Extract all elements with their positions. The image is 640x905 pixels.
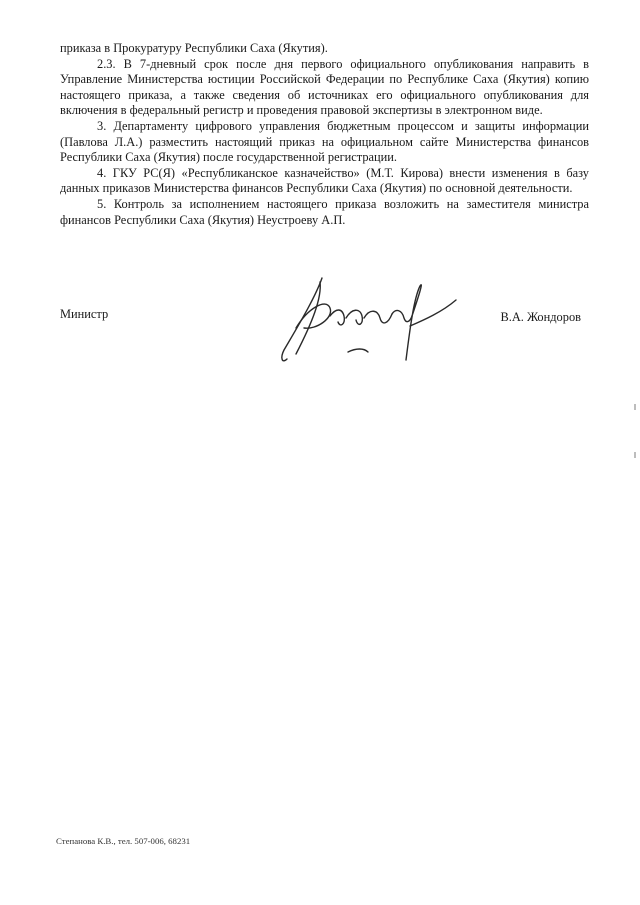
paragraph-2-3: 2.3. В 7-дневный срок после дня первого официального опубликования направить в Управление Министерства юстиции Российской Федерации по Республике Саха (Якутия) копию настоящего приказа, а также сведения об источниках его официального опубликования для включения в федеральный регистр и проведения правовой экспертизы в электронном виде. xyxy=(60,56,589,118)
paragraph-0: приказа в Прокуратуру Республики Саха (Якутия). xyxy=(60,41,328,55)
paragraph-4: 4. ГКУ РС(Я) «Республиканское казначейство» (М.Т. Кирова) внести изменения в базу данных приказов Министерства финансов Республики Саха (Якутия) по основной деятельности. xyxy=(60,165,589,196)
signature-block xyxy=(60,268,589,378)
executor-footer: Степанова К.В., тел. 507-006, 68231 xyxy=(56,836,191,846)
handwritten-signature xyxy=(260,268,470,373)
signatory-title: Министр xyxy=(60,307,109,321)
signatory-name: В.А. Жондоров xyxy=(500,310,581,324)
paragraph-3: 3. Департаменту цифрового управления бюджетным процессом и защиты информации (Павлова Л.А.) разместить настоящий приказ на официальном сайте Министерства финансов Республики Саха (Якутия) после государственной регистрации. xyxy=(60,118,589,165)
document-body xyxy=(60,41,589,228)
scan-edge-mark xyxy=(634,452,636,458)
scan-edge-mark xyxy=(634,404,636,410)
paragraph-5: 5. Контроль за исполнением настоящего приказа возложить на заместителя министра финансов Республики Саха (Якутия) Неустроеву А.П. xyxy=(60,196,589,227)
